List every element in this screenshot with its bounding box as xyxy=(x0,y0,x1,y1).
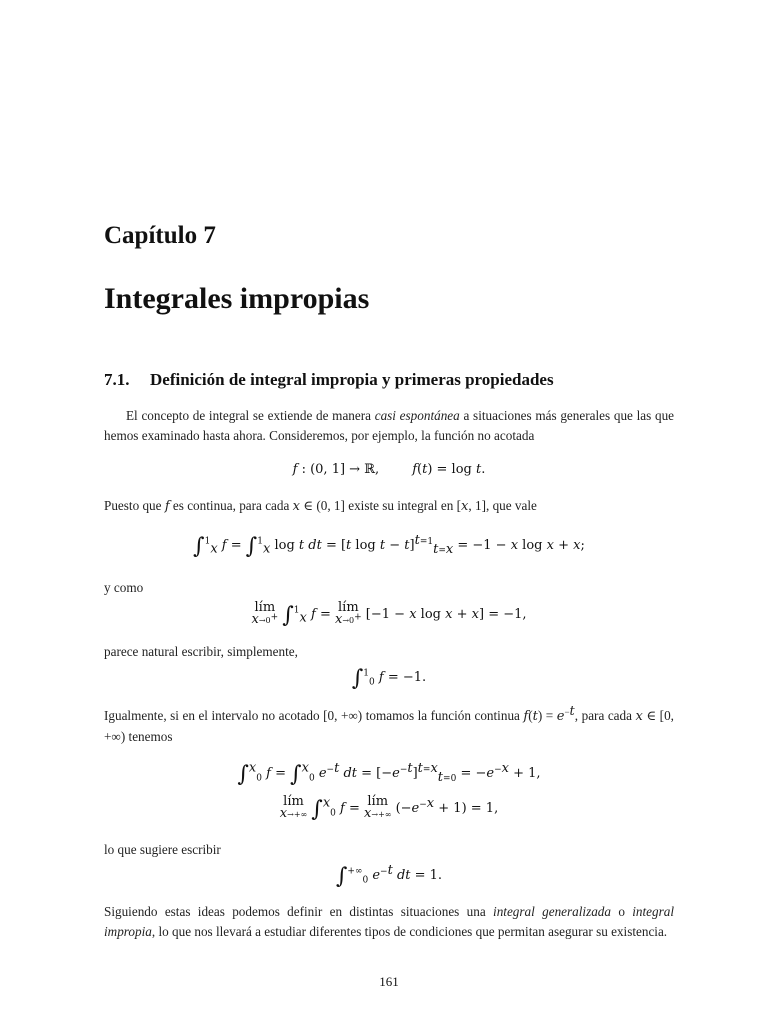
paragraph-intro xyxy=(104,406,674,446)
equation-limit-exp: lím x→+∞ ∫$^x_0$ f = lím x→+∞ $(-e^{-x} + 1) = 1$, xyxy=(279,794,499,822)
paragraph-unbounded: Igualmente, si en el intervalo no acotado [0, +∞) tomamos la función continua $f(t) = e^{-t}$, para cada x ∈ [0, +∞) tenemos xyxy=(104,703,674,744)
paragraph-text: tomamos la función continua xyxy=(365,708,520,723)
chapter-title: Integrales impropias xyxy=(104,282,370,315)
paragraph-sugiere: lo que sugiere escribir xyxy=(104,842,221,857)
page-number: 161 xyxy=(379,974,399,989)
paragraph-text: El concepto de integral se extiende de manera xyxy=(126,408,371,423)
emphasis-text: integral generalizada xyxy=(493,904,611,919)
equation-integral-minus-one: ∫$^1_0$ f = −1. xyxy=(351,666,427,691)
equation-integral-infinity: $\int^{+\infty}_0$ $e^{-t}$ dt = 1. xyxy=(335,862,443,889)
equation-limit-log: lím x→0+ ∫$^1_x$ f = lím x→0+ [−1 − x log x + x] = −1, xyxy=(251,600,527,628)
emphasis-text: casi espontánea xyxy=(374,408,460,423)
section-title: Definición de integral impropia y primeras propiedades xyxy=(150,370,554,389)
chapter-label: Capítulo 7 xyxy=(104,222,216,249)
paragraph-text: Igualmente, si en el intervalo no acotado xyxy=(104,708,320,723)
paragraph-y-como: y como xyxy=(104,580,144,595)
paragraph-text: , para cada xyxy=(574,708,632,723)
equation-integral-log: ∫$^1_x$ f = ∫$^1_x$ log t dt = [t log t − t]$^{t=1}_{t=x}$ = −1 − x log x + x; xyxy=(193,532,585,559)
paragraph-text: o xyxy=(618,904,625,919)
paragraph-text: Puesto que xyxy=(104,498,162,513)
paragraph-text: a situaciones más generales que las que hemos examinado hasta ahora. Consideremos, por ejemplo, la función no acotada xyxy=(104,408,675,443)
paragraph-generalized xyxy=(104,902,674,942)
paragraph-text: , que vale xyxy=(485,498,537,513)
equation-function-definition: f : (0, 1] → ℝ, f(t) = log t. xyxy=(292,462,486,477)
emphasis-text: integral impropia xyxy=(104,904,675,939)
paragraph-text: es continua, para cada xyxy=(172,498,290,513)
equation-integral-exp: ∫$^x_0$ f = ∫$^x_0$ $e^{-t}$ dt = $[-e^{-t}]^{t=x}_{t=0} = -e^{-x} + 1$, xyxy=(237,760,541,787)
paragraph-continuity: Puesto que f es continua, para cada x ∈ (0, 1] existe su integral en [x, 1], que vale xyxy=(104,498,537,514)
paragraph-text: Siguiendo estas ideas podemos definir en distintas situaciones una xyxy=(104,904,486,919)
paragraph-text: , lo que nos llevará a estudiar diferentes tipos de condiciones que permitan asegurar su existencia. xyxy=(151,924,668,939)
section-heading xyxy=(104,370,554,390)
paragraph-text: tenemos xyxy=(128,729,173,744)
paragraph-natural: parece natural escribir, simplemente, xyxy=(104,644,298,659)
paragraph-text: existe su integral en xyxy=(348,498,454,513)
section-number: 7.1. xyxy=(104,370,130,389)
